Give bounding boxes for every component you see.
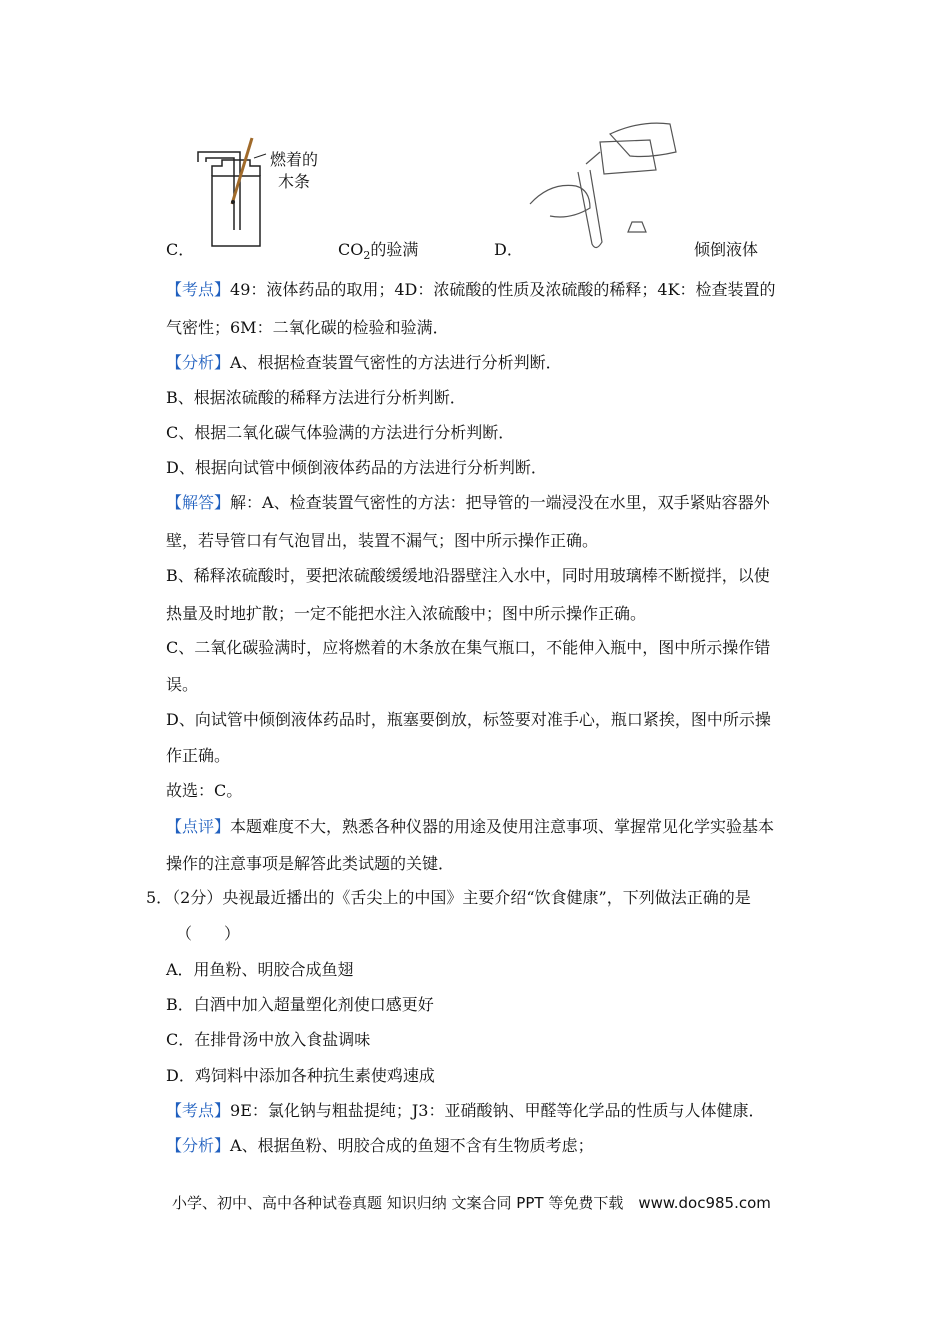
co2-full-test-figure — [190, 130, 340, 250]
q4-jieda-b2: 热量及时地扩散；一定不能把水注入浓硫酸中；图中所示操作正确。 — [166, 604, 647, 623]
dianping-tag: 【点评】 — [166, 817, 231, 836]
q4-jieda-b1: B、稀释浓硫酸时，要把浓硫酸缓缓地沿器壁注入水中，同时用玻璃棒不断搅拌，以使 — [166, 566, 770, 585]
jieda-tag: 【解答】 — [166, 493, 231, 512]
q4-fenxi-a: 【分析】A、根据检查装置气密性的方法进行分析判断． — [166, 353, 562, 372]
fenxi-tag: 【分析】 — [166, 353, 231, 372]
q5-option-d: D．鸡饲料中添加各种抗生素使鸡速成 — [166, 1066, 435, 1085]
option-d-label: D． — [494, 240, 523, 259]
kaodian-tag: 【考点】 — [166, 280, 231, 299]
q4-answer: 故选：C。 — [166, 781, 243, 800]
q5-stem-1: 5．（2分）央视最近播出的《舌尖上的中国》主要介绍“饮食健康”，下列做法正确的是 — [146, 888, 751, 907]
q4-jieda-d1: D、向试管中倾倒液体药品时，瓶塞要倒放，标签要对准手心，瓶口紧挨，图中所示操 — [166, 710, 771, 729]
q5-option-c: C．在排骨汤中放入食盐调味 — [166, 1030, 371, 1049]
q5-stem-2: （ ） — [176, 924, 241, 943]
q4-jieda-c2: 误。 — [166, 675, 199, 694]
q5-option-a: A．用鱼粉、明胶合成鱼翅 — [166, 960, 354, 979]
figure-c-caption: $CO_2$的验满 — [338, 240, 419, 263]
q4-fenxi-b: B、根据浓硫酸的稀释方法进行分析判断． — [166, 388, 466, 407]
option-c-label: C． — [166, 240, 195, 259]
q4-dianping-2: 操作的注意事项是解答此类试题的关键． — [166, 854, 455, 873]
q4-fenxi-d: D、根据向试管中倾倒液体药品的方法进行分析判断． — [166, 458, 547, 477]
q4-kaodian-line-1: 【考点】49：液体药品的取用；4D：浓硫酸的性质及浓硫酸的稀释；4K：检查装置的 — [166, 280, 776, 299]
q4-jieda-c1: C、二氧化碳验满时，应将燃着的木条放在集气瓶口，不能伸入瓶中，图中所示操作错 — [166, 638, 771, 657]
callout-line-1: 燃着的 — [270, 150, 319, 169]
q5-option-b: B．白酒中加入超量塑化剂使口感更好 — [166, 995, 434, 1014]
q4-jieda-a1: 【解答】解：A、检查装置气密性的方法：把导管的一端浸没在水里，双手紧贴容器外 — [166, 493, 770, 512]
q4-fenxi-c: C、根据二氧化碳气体验满的方法进行分析判断． — [166, 423, 515, 442]
q5-fenxi: 【分析】A、根据鱼粉、明胶合成的鱼翅不含有生物质考虑； — [166, 1136, 594, 1155]
q4-jieda-d2: 作正确。 — [166, 746, 231, 765]
q5-kaodian: 【考点】9E：氯化钠与粗盐提纯；J3：亚硝酸钠、甲醛等化学品的性质与人体健康． — [166, 1101, 765, 1120]
q4-kaodian-line-2: 气密性；6M：二氧化碳的检验和验满． — [166, 318, 449, 337]
q4-jieda-a2: 壁，若导管口有气泡冒出，装置不漏气；图中所示操作正确。 — [166, 531, 599, 550]
q4-dianping-1: 【点评】本题难度不大，熟悉各种仪器的用途及使用注意事项、掌握常见化学实验基本 — [166, 817, 775, 836]
callout-line-2: 木条 — [278, 172, 311, 191]
page-footer: 小学、初中、高中各种试卷真题 知识归纳 文案合同 PPT 等免费下载 www.doc985.com — [172, 1194, 771, 1212]
figure-d-caption: 倾倒液体 — [694, 240, 759, 259]
pouring-liquid-figure — [520, 112, 690, 252]
